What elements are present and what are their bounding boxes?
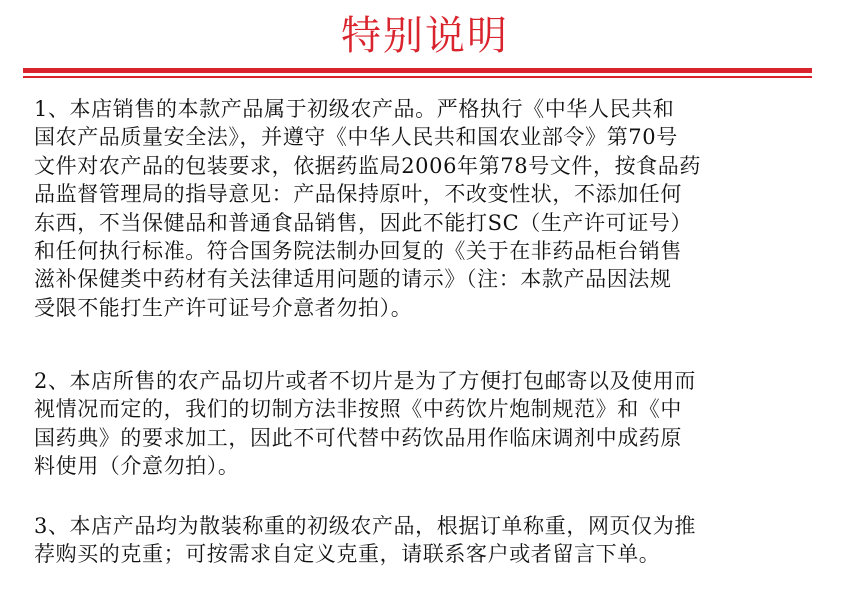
paragraph-line: 国农产品质量安全法》，并遵守《中华人民共和国农业部令》第70号	[34, 125, 678, 150]
paragraph-line: 文件对农产品的包装要求，依据药监局2006年第78号文件，按食品药	[34, 153, 701, 178]
title-divider-thin	[23, 76, 812, 78]
paragraph-line: 东西，不当保健品和普通食品销售，因此不能打SC（生产许可证号）	[34, 210, 693, 235]
notice-paragraph-2	[34, 367, 809, 481]
notice-paragraph-3	[34, 512, 809, 569]
paragraph-line: 1、本店销售的本款产品属于初级农产品。严格执行《中华人民共和	[34, 97, 675, 121]
paragraph-line: 荐购买的克重；可按需求自定义克重，请联系客户或者留言下单。	[34, 542, 661, 567]
paragraph-line: 2、本店所售的农产品切片或者不切片是为了方便打包邮寄以及使用而	[34, 369, 696, 393]
paragraph-line: 受限不能打生产许可证号介意者勿拍）。	[34, 295, 413, 320]
paragraph-line: 料使用（介意勿拍）。	[34, 454, 240, 479]
paragraph-line: 滋补保健类中药材有关法律适用问题的请示》（注：本款产品因法规	[34, 267, 672, 292]
title-divider-thick	[23, 68, 812, 73]
paragraph-line: 国药典》的要求加工，因此不可代替中药饮品用作临床调剂中成药原	[34, 425, 682, 450]
paragraph-line: 品监督管理局的指导意见：产品保持原叶，不改变性状，不添加任何	[34, 182, 682, 207]
paragraph-line: 3、本店产品均为散装称重的初级农产品，根据订单称重，网页仅为推	[34, 514, 696, 538]
paragraph-line: 和任何执行标准。符合国务院法制办回复的《关于在非药品柜台销售	[34, 239, 682, 264]
paragraph-line: 视情况而定的，我们的切制方法非按照《中药饮片炮制规范》和《中	[34, 397, 682, 422]
page-title: 特别说明	[341, 13, 509, 59]
notice-paragraph-1	[34, 95, 809, 322]
